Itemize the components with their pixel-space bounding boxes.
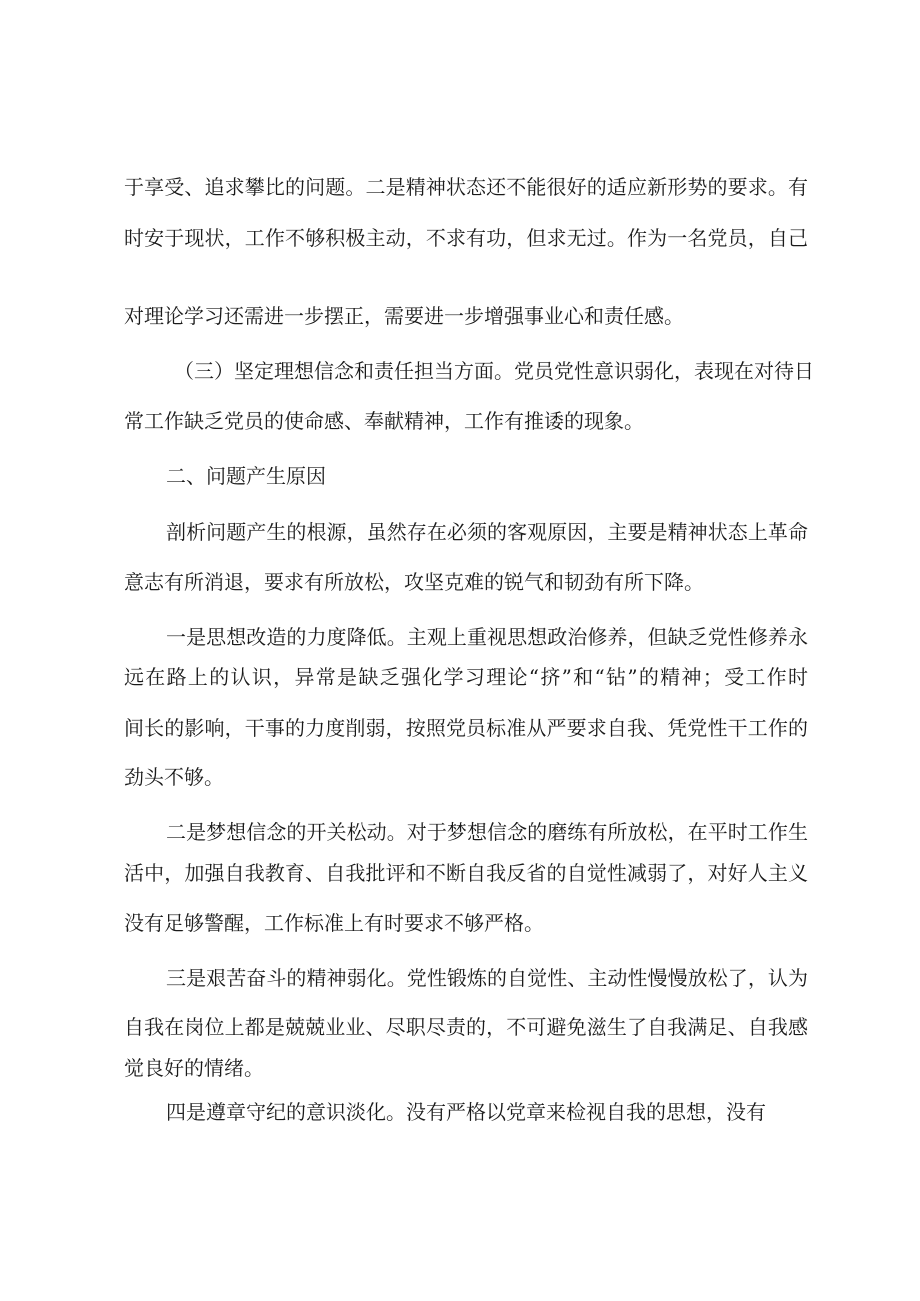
text-line: 二是梦想信念的开关松动。对于梦想信念的磨练有所放松，在平时工作生: [166, 820, 808, 844]
text-line: （三）坚定理想信念和责任担当方面。党员党性意识弱化，表现在对待日: [174, 359, 814, 383]
text-line: 于享受、追求攀比的问题。二是精神状态还不能很好的适应新形势的要求。有: [124, 175, 808, 199]
text-line: 活中，加强自我教育、自我批评和不断自我反省的自觉性减弱了，对好人主义: [124, 861, 808, 885]
text-line: 三是艰苦奋斗的精神弱化。党性锻炼的自觉性、主动性慢慢放松了，认为: [166, 966, 808, 990]
text-line: 剖析问题产生的根源，虽然存在必须的客观原因，主要是精神状态上革命: [166, 520, 808, 544]
section-heading: 二、问题产生原因: [166, 464, 326, 488]
text-line: 一是思想改造的力度降低。主观上重视思想政治修养，但缺乏党性修养永: [166, 625, 808, 649]
text-line: 觉良好的情绪。: [124, 1056, 264, 1080]
text-line: 四是遵章守纪的意识淡化。没有严格以党章来检视自我的思想，没有: [166, 1100, 766, 1124]
text-line: 对理论学习还需进一步摆正，需要进一步增强事业心和责任感。: [124, 304, 684, 328]
text-line: 时安于现状，工作不够积极主动，不求有功，但求无过。作为一名党员，自己: [124, 226, 808, 250]
text-line: 常工作缺乏党员的使命感、奉献精神，工作有推诿的现象。: [124, 409, 644, 433]
text-line: 自我在岗位上都是兢兢业业、尽职尽责的，不可避免滋生了自我满足、自我感: [124, 1015, 808, 1039]
text-line: 劲头不够。: [124, 765, 224, 789]
text-line: 没有足够警醒，工作标准上有时要求不够严格。: [124, 911, 544, 935]
text-line: 意志有所消退，要求有所放松，攻坚克难的锐气和韧劲有所下降。: [124, 570, 704, 594]
text-line: 间长的影响，干事的力度削弱，按照党员标准从严要求自我、凭党性干工作的: [124, 716, 808, 740]
text-line: 远在路上的认识，异常是缺乏强化学习理论“挤”和“钻”的精神；受工作时: [124, 665, 808, 689]
